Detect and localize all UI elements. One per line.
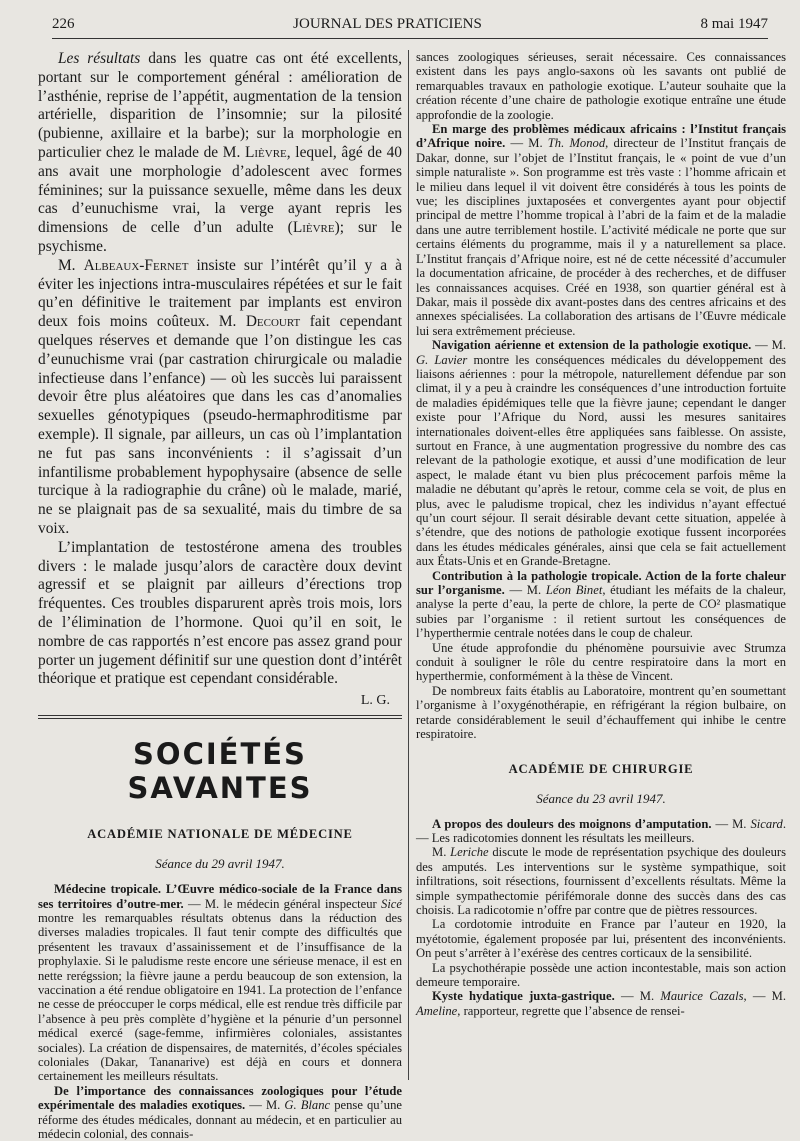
entry-title: Contribution à la pathologie tropicale. Action de la forte chaleur sur l’organisme.	[416, 568, 786, 598]
report-entry	[416, 817, 786, 846]
paragraph: sances zoologiques sérieuses, serait nécessaire. Ces connaissances existent dans les pays anglo-saxons où les savants ont publié de remarquables travaux en pathologie exotique. L’auteur souhaite que la création récente d’une chaire de pathologie exotique entraîne une étude approfondie de la zoologie.	[416, 50, 786, 122]
session-date: Séance du 29 avril 1947.	[155, 856, 285, 872]
paragraph: L’implantation de testostérone amena des troubles divers : le malade jusqu’alors de caractère doux devint agressif et se plaignit par ailleurs d’érections trop fréquentes. Ces troubles disparurent après trois mois, lors de l’élimination de l’hormone. Quoi qu’il en soit, le nombre de cas rapportés n’est encore pas assez grand pour porter un jugement définitif sur une question dont d’intérêt théorique et pratique est cependant considérable.	[38, 538, 402, 688]
paragraph	[38, 257, 402, 539]
text: — M.	[504, 583, 546, 598]
entry-title: A propos des douleurs des moignons d’amputation.	[432, 816, 712, 831]
entry-title: En marge des problèmes médicaux africains : l’Institut français d’Afrique noire.	[416, 122, 786, 151]
academy-heading: ACADÉMIE NATIONALE DE MÉDECINE	[87, 827, 353, 842]
paragraph	[38, 50, 402, 257]
text: fait cependant quelques réserves et demande que l’on distingue les cas d’eunuchisme vrai (par castration chirurgicale ou maladie infectieuse dans l’enfance) — où les succès lui paraissent devoir être plus aléatoires que dans les cas d’anomalies sexuelles génotypiques (pseudo-hermaphroditisme par exemple). Il signale, par ailleurs, un cas où l’implantation ne fut pas sans inconvénients : il s’agissait d’un infantilisme probablement hypophysaire (absence de selle turcique à la radiographie du crâne) où le malade, marié, ne se plaignait pas de sa sexualité, mais du timbre de sa voix.	[38, 313, 403, 537]
author-name: Lièvre	[244, 143, 287, 161]
author-name: Th. Monod	[547, 136, 606, 151]
entry-title: De l’importance des connaissances zoologiques pour l’étude expérimentale des maladies exotiques.	[38, 1083, 402, 1113]
entry-title: Navigation aérienne et extension de la pathologie exotique.	[432, 338, 752, 353]
report-entry	[416, 569, 786, 641]
section-banner: SOCIÉTÉS SAVANTES	[127, 737, 313, 806]
author-name: Ameline	[416, 1003, 458, 1018]
paragraph: De nombreux faits établis au Laboratoire, montrent qu’en soumettant l’organisme à l’oxygénothérapie, en réfrigérant la région bulbaire, on retarde considérablement le seuil d’échauffement qui inhibe le centre respiratoire.	[416, 683, 786, 742]
text: , lequel, âgé de 40 ans avait une morphologie d’adolescent avec formes féminines; sur la puissance sexuelle, même dans les deux cas d’eunuchisme vrai, la verge ayant repris les dimensions de celle d’un adulte (	[38, 143, 402, 237]
section-rule	[38, 715, 402, 719]
author-name: Decourt	[245, 313, 301, 331]
report-entry	[416, 338, 786, 569]
text: montre les conséquences médicales du développement des liaisons aériennes : pour la métropole, naturellement défendue par son climat, il y a peu à craindre les conséquences d’une introduction fortuite de maladies épidémiques telle que la fièvre jaune; cependant le danger existe pour l’Afrique du Nord, aussi les mesures sanitaires internationales doivent-elles être appliquées sans faiblesse. On assiste, surtout en France, à une augmentation progressive du nombre des cas relevant de la pathologie exotique, et aussi d’une modification de leur aspect, le malade étant vu bien plus précocement parfois même la maladie ne débutant qu’après le retour, comme cela se voit, de plus en plus, avec le paludisme tropical, chez les individus n’ayant effectué qu’un court séjour. Il serait désirable devant cette situation, appelée à s’étendre, que des notions de pathologie exotique fussent incorporées dans les études médicales générales, ainsi que cela se fait actuellement aux États-Unis et en Grande-Bretagne.	[416, 352, 786, 569]
text: dans les quatre cas ont été excellents, portant sur le comportement général : amélioration de l’asthénie, reprise de l’appétit, augmentation de la tension artérielle, disparition de l’insomnie; sur la pilosité (pubienne, axillaire et la barbe); sur la morphologie en particulier chez le malade de M.	[38, 50, 402, 161]
text: pense qu’une réforme des études médicales, donnant au médecin, et en particulier au médecin colonial, des connais-	[38, 1098, 402, 1141]
entry-title: Médecine tropicale. L’Œuvre médico-sociale de la France dans ses territoires d’outre-mer.	[38, 882, 402, 911]
academy-heading: ACADÉMIE DE CHIRURGIE	[508, 761, 694, 776]
paragraph: Une étude approfondie du phénomène poursuivie avec Strumza conduit à souligner le rôle du centre respiratoire dans la mort en hyperthermie, conformément à la thèse de Vincent.	[416, 640, 786, 684]
author-name: Maurice Cazals	[660, 989, 744, 1004]
text: , rapporteur, regrette que l’absence de rensei-	[457, 1003, 685, 1018]
text: — M.	[614, 989, 661, 1004]
journal-title: JOURNAL DES PRATICIENS	[293, 16, 482, 32]
text: M.	[58, 256, 84, 274]
right-column	[416, 50, 786, 1080]
author-name: Lièvre	[292, 219, 335, 237]
text: — M. le médecin général inspecteur	[183, 896, 382, 911]
text: — M.	[751, 338, 786, 353]
left-column	[38, 50, 403, 1141]
report-entry	[416, 122, 786, 338]
signature: L. G.	[360, 693, 390, 709]
paragraph: La cordotomie introduite en France par l’auteur en 1920, la myétotomie, également proposée par lui, présentent des inconvénients. On peut s’arrêter à l’exérèse des centres corticaux de la sensibilité.	[416, 917, 786, 961]
italic-lead: Les résultats	[58, 50, 141, 67]
paragraph: La psychothérapie possède une action incontestable, mais son action demeure temporaire.	[416, 960, 786, 989]
text: . — Les radicotomies donnent les résultats les meilleurs.	[416, 816, 787, 845]
column-divider	[408, 50, 409, 1080]
text: — M.	[505, 136, 548, 151]
text: — M.	[711, 816, 751, 831]
author-name: Sicard	[750, 816, 783, 831]
text: , — M.	[743, 989, 787, 1004]
issue-date: 8 mai 1947	[700, 16, 768, 32]
author-name: G. Lavier	[416, 352, 468, 367]
author-name: Leriche	[450, 845, 489, 860]
report-entry	[38, 1084, 402, 1141]
report-entry	[416, 989, 786, 1018]
author-name: Léon Binet	[545, 583, 603, 598]
text: — M.	[245, 1098, 285, 1113]
author-name: Albeaux-Fernet	[83, 256, 189, 274]
text: , directeur de l’Institut français de Dakar, donne, sur l’objet de l’Institut français, le « point de vue d’un simple naturaliste ». Son programme est très vaste : l’homme africain et le milieu dans lequel il vit doivent être considérés à tous les points de vue; les disciplines juxtaposées et convergentes ayant pour objectif principal de mettre l’homme tropical à l’abri de la faim et de la maladie dans une autre terriblement hostile. L’activité médicale ne porte que sur certains éléments du programme, mais il y a naturellement sa place. L’Institut français d’Afrique noire, est né de cette nécessité d’accumuler la documentation africaine, de procéder à des recherches, et de diffuser les connaissances acquises. Créé en 1938, son quartier général est à Dakar, mais il possède dix avant-postes dans des centres africains et des annexes spécialisées. La collaboration des artisans de l’Œuvre médicale lui sera extrêmement précieuse.	[416, 136, 786, 338]
running-header	[52, 16, 768, 39]
page-number: 226	[52, 16, 75, 32]
text: montre les remarquables résultats obtenus dans la réduction des diverses maladies tropicales. Il faut tenir compte des difficultés que présentent les travaux d’assainissement et de l’insuffisance de la prophylaxie. Si le paludisme reste encore une sérieuse menace, il est en nette rerégssion; la fièvre jaune a perdu beaucoup de son extension, la vaccination a été rendue obligatoire en 1941. La protection de l’enfance ne cesse de préoccuper le corps médical, elle est rendue très difficile par l’absence à peu près complète d’hygiène et la pénurie d’un personnel médical exercé (sage-femme, infirmières coloniales, assistantes sociales). La création de dispensaires, de maternités, d’écoles spéciales coloniales (Dakar, Tananarive) est déjà en cours et donnera certainement les meilleurs résultats.	[38, 910, 402, 1084]
author-name: G. Blanc	[284, 1098, 331, 1113]
text: M.	[432, 845, 451, 860]
text: discute le mode de représentation psychique des douleurs des amputés. Les interventions sur le système sympathique, soit infiltrations, soit résections, fournissent d’excellents résultats. Même la simple sympathectomie périfémorale donne des succès dans des cas choisis. La radicotomie n’offre par contre que de piètres ressources.	[416, 845, 786, 917]
author-name: Sicé	[381, 896, 402, 911]
text: insiste sur l’intérêt qu’il y a à éviter les injections intra-musculaires répétées et sur le fait qu’en définitive le traitement par implants est environ deux fois moins coûteux. M.	[38, 256, 402, 331]
report-entry	[38, 882, 402, 1084]
session-date: Séance du 23 avril 1947.	[536, 790, 666, 806]
paragraph	[416, 845, 786, 917]
entry-title: Kyste hydatique juxta-gastrique.	[432, 989, 615, 1004]
text: , étudiant les méfaits de la chaleur, analyse la perte d’eau, la perte de chlore, la perte de CO² plasmatique subies par l’organisme : il retient surtout les conséquences de l’hyperthermie centrale notées dans le coup de chaleur.	[416, 583, 786, 641]
text: ); sur le psychisme.	[38, 219, 402, 255]
